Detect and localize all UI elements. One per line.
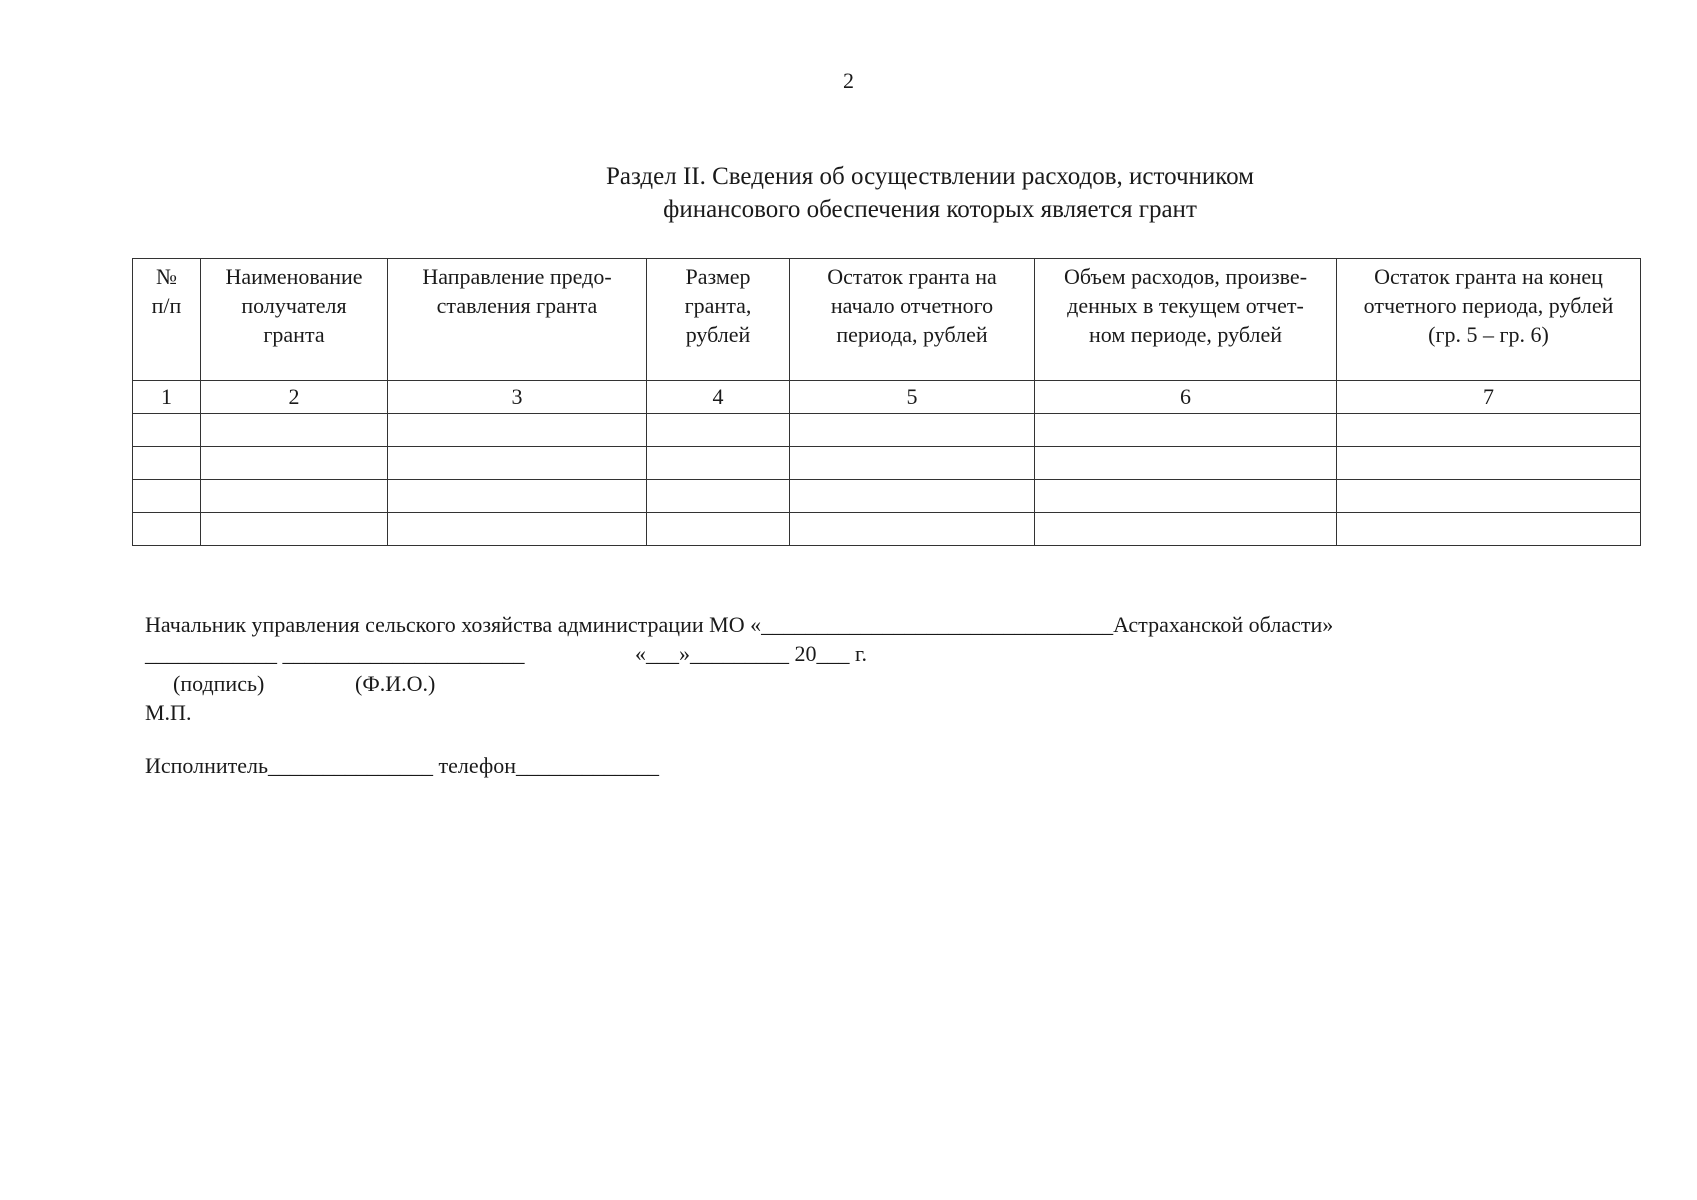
column-number-cell: 3 [388, 381, 647, 414]
date-line: «___»_________ 20___ г. [635, 641, 868, 666]
table-header-row [133, 259, 1641, 381]
table-cell [388, 447, 647, 480]
table-cell [790, 414, 1035, 447]
column-number-cell: 7 [1337, 381, 1641, 414]
table-cell [388, 513, 647, 546]
table-row [133, 513, 1641, 546]
page-number: 2 [843, 68, 854, 93]
column-header-expenses-volume: Объем расходов, произве- денных в текущем отчет- ном периоде, рублей [1035, 259, 1337, 381]
column-header-number: № п/п [133, 259, 201, 381]
column-number-cell: 4 [647, 381, 790, 414]
table-cell [1035, 480, 1337, 513]
full-name-caption: (Ф.И.О.) [355, 671, 436, 696]
column-number-cell: 2 [201, 381, 388, 414]
column-header-grant-size: Размер гранта, рублей [647, 259, 790, 381]
column-number-cell: 1 [133, 381, 201, 414]
signature-caption: (подпись) [173, 671, 265, 696]
table-cell [647, 513, 790, 546]
table-cell [790, 480, 1035, 513]
table-cell [1035, 414, 1337, 447]
executor-phone-line: Исполнитель_______________ телефон_____________ [145, 753, 659, 778]
column-header-balance-end: Остаток гранта на конец отчетного периода, рублей (гр. 5 – гр. 6) [1337, 259, 1641, 381]
table-cell [133, 447, 201, 480]
section-title [510, 160, 1350, 226]
table-cell [201, 447, 388, 480]
column-number-row [133, 381, 1641, 414]
table-cell [647, 414, 790, 447]
table-cell [201, 480, 388, 513]
table-cell [388, 480, 647, 513]
table-cell [1337, 447, 1641, 480]
column-number-cell: 5 [790, 381, 1035, 414]
table-cell [1337, 513, 1641, 546]
table-cell [201, 513, 388, 546]
column-header-balance-start: Остаток гранта на начало отчетного периода, рублей [790, 259, 1035, 381]
column-header-recipient-name: Наименование получателя гранта [201, 259, 388, 381]
table-cell [790, 513, 1035, 546]
signature-blank-line: ____________ ______________________ [145, 641, 525, 666]
table-cell [1337, 414, 1641, 447]
table-cell [647, 480, 790, 513]
table-cell [1337, 480, 1641, 513]
head-of-department-line: Начальник управления сельского хозяйства администрации МО «________________________________Астраханской области» [145, 612, 1334, 637]
seal-place-label: М.П. [145, 700, 192, 725]
table-cell [133, 414, 201, 447]
table-cell [388, 414, 647, 447]
grant-expenses-table [132, 258, 1641, 546]
table-cell [133, 480, 201, 513]
table-cell [790, 447, 1035, 480]
table-cell [1035, 447, 1337, 480]
section-title-line-2: финансового обеспечения которых является грант [663, 196, 1197, 223]
column-number-cell: 6 [1035, 381, 1337, 414]
table-cell [133, 513, 201, 546]
table-cell [1035, 513, 1337, 546]
table-cell [201, 414, 388, 447]
table-row [133, 447, 1641, 480]
table-row [133, 414, 1641, 447]
table-cell [647, 447, 790, 480]
table-row [133, 480, 1641, 513]
section-title-line-1: Раздел II. Сведения об осуществлении расходов, источником [605, 163, 1254, 190]
column-header-grant-direction: Направление предо- ставления гранта [388, 259, 647, 381]
